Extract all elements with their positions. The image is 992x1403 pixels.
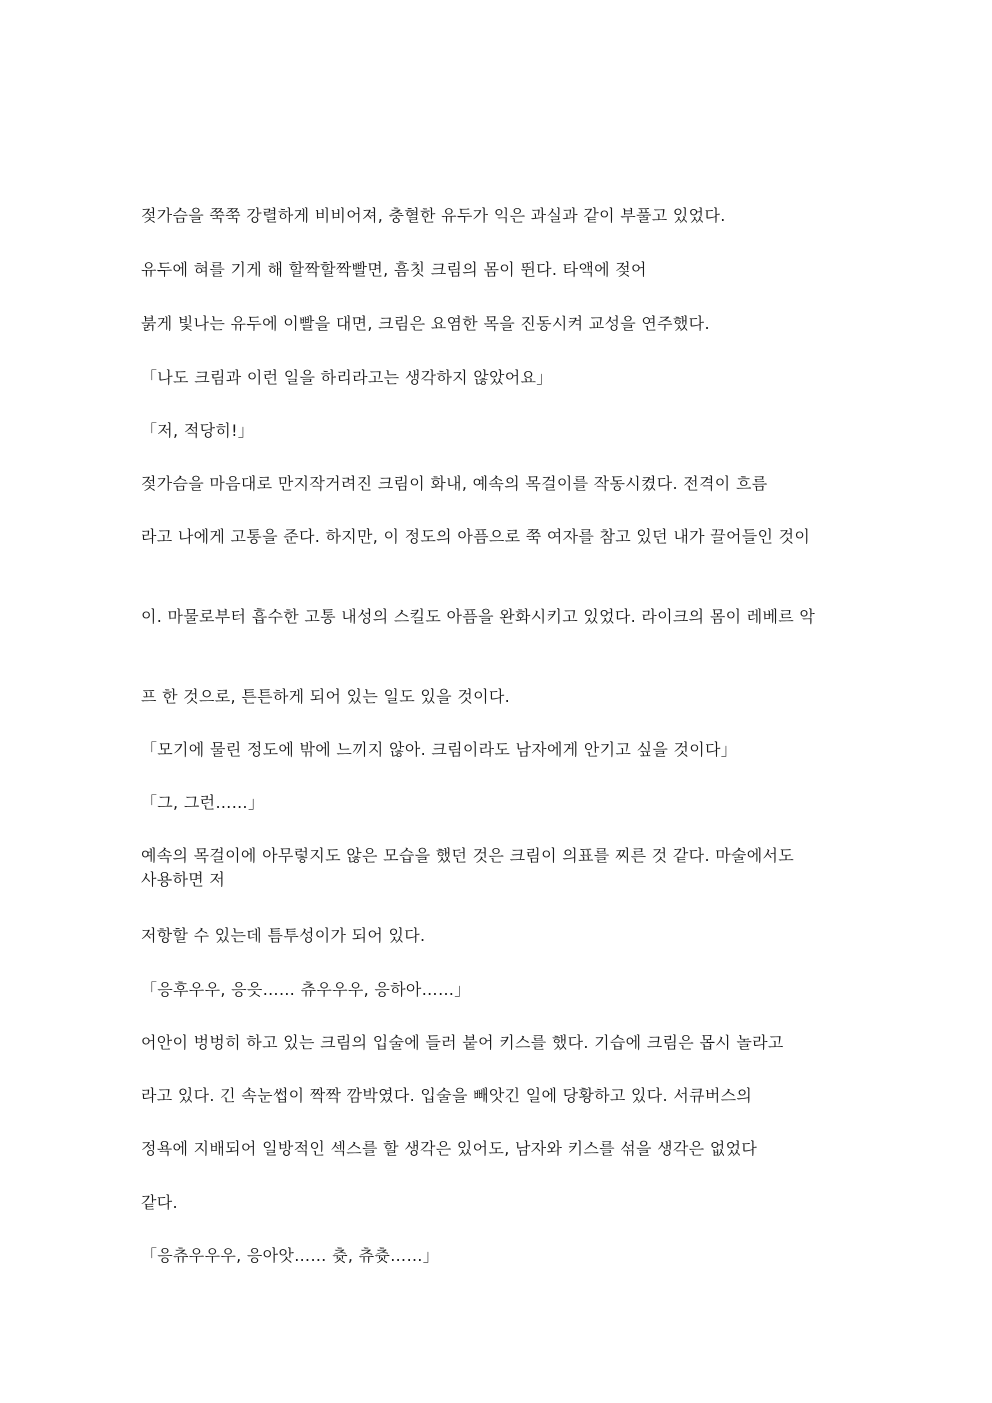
text-line: 「저, 적당히!」 [141, 421, 255, 440]
text-line: 「응츄우우우, 응아앗…… 츗, 츄츗……」 [141, 1246, 440, 1265]
text-line: 프 한 것으로, 튼튼하게 되어 있는 일도 있을 것이다. [141, 687, 510, 706]
text-line: 「모기에 물린 정도에 밖에 느끼지 않아. 크림이라도 남자에게 안기고 싶을 것이다」 [141, 740, 738, 759]
text-line: 붉게 빛나는 유두에 이빨을 대면, 크림은 요염한 목을 진동시켜 교성을 연주했다. [141, 314, 710, 333]
text-line: 라고 나에게 고통을 준다. 하지만, 이 정도의 아픔으로 쭉 여자를 참고 있던 내가 끌어들인 것이 [141, 527, 811, 546]
text-line: 라고 있다. 긴 속눈썹이 짝짝 깜박였다. 입술을 빼앗긴 일에 당황하고 있다. 서큐버스의 [141, 1086, 753, 1105]
text-line: 젖가슴을 쭉쭉 강렬하게 비비어져, 충혈한 유두가 익은 과실과 같이 부풀고 있었다. [141, 206, 726, 225]
text-line: 예속의 목걸이에 아무렇지도 않은 모습을 했던 것은 크림이 의표를 찌른 것 같다. 마술에서도 사용하면 저 [141, 846, 794, 889]
text-line: 「응후우우, 응읏…… 츄우우우, 응하아……」 [141, 980, 471, 999]
text-line: 「그, 그런……」 [141, 793, 265, 812]
text-line: 저항할 수 있는데 틈투성이가 되어 있다. [141, 926, 426, 945]
text-line: 같다. [141, 1193, 178, 1212]
text-line: 이. 마물로부터 흡수한 고통 내성의 스킬도 아픔을 완화시키고 있었다. 라이크의 몸이 레베르 악 [141, 607, 816, 626]
text-line: 젖가슴을 마음대로 만지작거려진 크림이 화내, 예속의 목걸이를 작동시켰다. 전격이 흐름 [141, 474, 768, 493]
text-line: 「나도 크림과 이런 일을 하리라고는 생각하지 않았어요」 [141, 368, 553, 387]
text-line: 유두에 혀를 기게 해 할짝할짝빨면, 흠칫 크림의 몸이 뛴다. 타액에 젖어 [141, 260, 647, 279]
text-line: 어안이 벙벙히 하고 있는 크림의 입술에 들러 붙어 키스를 했다. 기습에 크림은 몹시 놀라고 [141, 1033, 784, 1052]
text-line: 정욕에 지배되어 일방적인 섹스를 할 생각은 있어도, 남자와 키스를 섞을 생각은 없었다 [141, 1139, 758, 1158]
